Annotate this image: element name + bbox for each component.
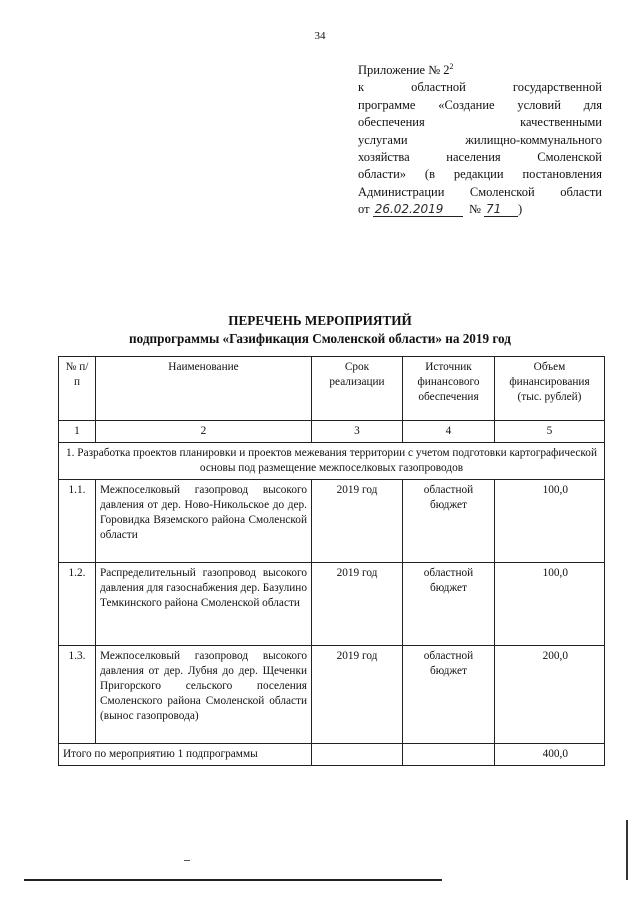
row-name: Распределительный газопровод высокого давления для газоснабжения дер. Базулино Темкинского района Смоленской области [96,563,312,646]
row-amount: 100,0 [495,563,605,646]
row-period: 2019 год [312,646,403,744]
appendix-line-5: хозяйства населения Смоленской [358,150,602,165]
row-number: 1.1. [59,480,96,563]
column-number: 2 [96,421,312,443]
table-row [59,563,605,646]
section-title: 1. Разработка проектов планировки и проектов межевания территории с учетом подготовки картографической основы под размещение межпоселковых газопроводов [59,443,605,480]
appendix-line-6: области» (в редакции постановления [358,167,602,182]
appendix-title-superscript: 2 [449,61,454,71]
page-number: 34 [314,30,326,42]
total-empty-cell [312,744,403,766]
column-number-row [59,421,605,443]
appendix-line-1: к областной государственной [358,80,602,95]
number-label: № [468,202,481,217]
row-period: 2019 год [312,563,403,646]
column-number: 3 [312,421,403,443]
column-number: 1 [59,421,96,443]
measures-table [58,356,605,766]
appendix-title: Приложение № $2^2$ [358,61,454,77]
document-subtitle: подпрограммы «Газификация Смоленской области» на 2019 год [129,331,511,346]
bottom-rule [24,879,442,881]
section-row [59,443,605,480]
header-amount: Объем финансирования (тыс. рублей) [495,357,605,421]
row-number: 1.3. [59,646,96,744]
total-row [59,744,605,766]
scan-mark [184,860,190,861]
row-source: областной бюджет [403,646,495,744]
total-label: Итого по мероприятию 1 подпрограммы [59,744,312,766]
header-source: Источник финансового обеспечения [403,357,495,421]
row-name: Межпоселковый газопровод высокого давления от дер. Лубня до дер. Щеченки Пригорского сельского поселения Смоленского района Смоленской области (вынос газопровода) [96,646,312,744]
appendix-line-4: услугами жилищно-коммунального [358,132,602,147]
scan-edge-mark [626,820,628,880]
appendix-line-3: обеспечения качественными [358,115,602,130]
total-empty-cell [403,744,495,766]
handwritten-date: 26.02.2019 [373,203,463,217]
appendix-line-2: программе «Создание условий для [358,97,602,112]
appendix-line-7: Администрации Смоленской области [358,184,602,199]
row-period: 2019 год [312,480,403,563]
row-number: 1.2. [59,563,96,646]
appendix-date-line [358,201,602,218]
table-header-row [59,357,605,421]
column-number: 4 [403,421,495,443]
handwritten-number: 71 [484,203,518,217]
header-period: Срок реализации [312,357,403,421]
row-amount: 200,0 [495,646,605,744]
column-number: 5 [495,421,605,443]
row-name: Межпоселковый газопровод высокого давления от дер. Ново-Никольское до дер. Горовидка Вяземского района Смоленской области [96,480,312,563]
table-row [59,646,605,744]
header-name: Наименование [96,357,312,421]
close-paren: ) [518,202,523,217]
document-title: ПЕРЕЧЕНЬ МЕРОПРИЯТИЙ [228,313,412,328]
appendix-note [358,62,602,219]
table-row [59,480,605,563]
row-amount: 100,0 [495,480,605,563]
row-source: областной бюджет [403,563,495,646]
from-label: от [358,202,370,217]
row-source: областной бюджет [403,480,495,563]
header-number: № п/п [59,357,96,421]
total-amount: 400,0 [495,744,605,766]
